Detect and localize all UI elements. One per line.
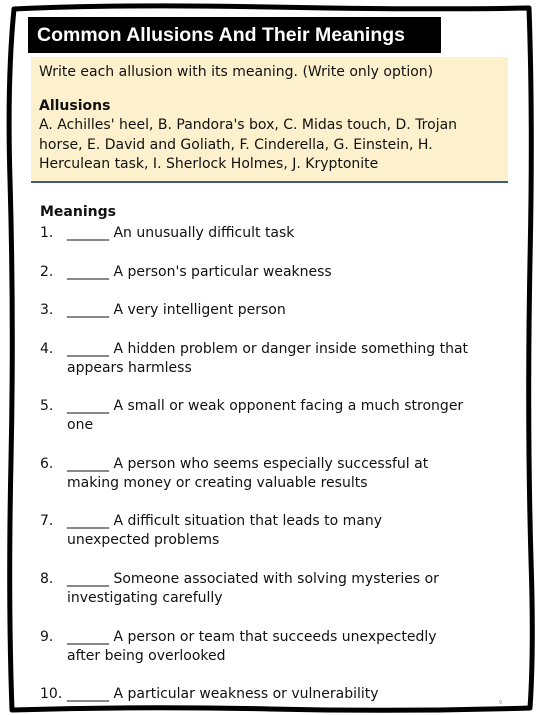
item-number: 5. — [40, 398, 54, 414]
allusions-line: horse, E. David and Goliath, F. Cinderella, G. Einstein, H. — [39, 136, 433, 153]
item-text: ______ A difficult situation that leads to many — [67, 513, 383, 529]
page-title: Common Allusions And Their Meanings — [28, 17, 441, 53]
item-number: 1. — [40, 225, 54, 241]
item-text: ______ A very intelligent person — [67, 302, 286, 318]
meanings-heading: Meanings — [40, 204, 116, 220]
item-number: 8. — [40, 571, 54, 587]
instructions-box — [31, 57, 508, 183]
item-text-continued: appears harmless — [67, 360, 192, 376]
item-text-continued: investigating carefully — [67, 590, 223, 606]
item-text-continued: after being overlooked — [67, 648, 226, 664]
item-number: 3. — [40, 302, 54, 318]
item-number: 2. — [40, 264, 54, 280]
item-number: 10. — [40, 686, 63, 702]
item-text-continued: making money or creating valuable results — [67, 475, 368, 491]
item-number: 7. — [40, 513, 54, 529]
item-text-continued: one — [67, 417, 94, 433]
item-text: ______ A small or weak opponent facing a much stronger — [67, 398, 464, 414]
item-text-continued: unexpected problems — [67, 532, 220, 548]
allusions-line: Herculean task, I. Sherlock Holmes, J. Kryptonite — [39, 156, 379, 172]
instructions-text: Write each allusion with its meaning. (Write only option) — [39, 64, 434, 80]
item-text: ______ A hidden problem or danger inside something that — [67, 341, 469, 357]
item-number: 6. — [40, 456, 54, 472]
allusions-line: A. Achilles' heel, B. Pandora's box, C. Midas touch, D. Trojan — [39, 117, 458, 133]
item-number: 9. — [40, 629, 54, 645]
item-text: ______ Someone associated with solving mysteries or — [67, 571, 439, 587]
item-number: 4. — [40, 341, 54, 357]
allusions-heading: Allusions — [39, 97, 111, 114]
item-text: ______ A person's particular weakness — [67, 264, 332, 280]
page-number: 9 — [498, 700, 502, 706]
item-text: ______ A particular weakness or vulnerability — [67, 686, 379, 702]
item-text: ______ A person or team that succeeds unexpectedly — [67, 629, 437, 645]
item-text: ______ A person who seems especially successful at — [67, 456, 429, 472]
item-text: ______ An unusually difficult task — [67, 225, 295, 241]
